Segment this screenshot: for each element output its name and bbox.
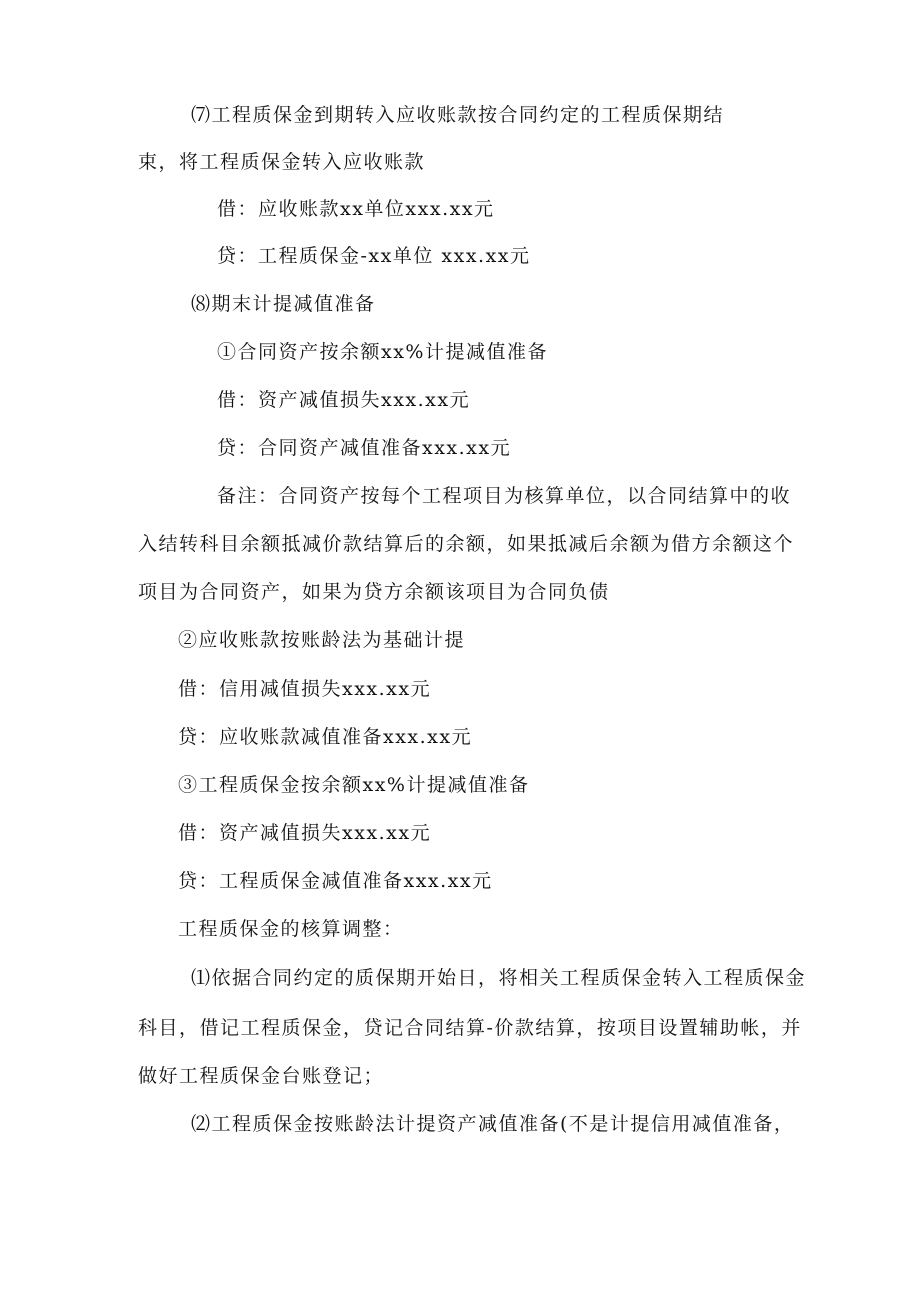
journal-credit-retention-provision: 贷：工程质保金减值准备xxx.xx元 [178, 870, 493, 892]
section-heading-retention-adjustment: 工程质保金的核算调整： [178, 918, 404, 940]
adjustment-item-1-line-2: 科目，借记工程质保金，贷记合同结算-价款结算，按项目设置辅助帐，并 [138, 1017, 802, 1039]
journal-debit-asset-impairment-2: 借：资产减值损失xxx.xx元 [178, 822, 432, 844]
journal-debit-receivable: 借：应收账款xx单位xxx.xx元 [217, 198, 495, 220]
note-line-2: 入结转科目余额抵减价款结算后的余额，如果抵减后余额为借方余额这个 [138, 533, 795, 555]
journal-debit-asset-impairment: 借：资产减值损失xxx.xx元 [217, 389, 471, 411]
journal-credit-receivable-provision: 贷：应收账款减值准备xxx.xx元 [178, 726, 473, 748]
adjustment-item-2-line-1: ⑵工程质保金按账龄法计提资产减值准备(不是计提信用减值准备， [191, 1113, 795, 1135]
paragraph-item-7-line-2: 束，将工程质保金转入应收账款 [138, 151, 426, 173]
journal-credit-contract-asset-provision: 贷：合同资产减值准备xxx.xx元 [217, 437, 512, 459]
subsection-receivables-aging: ②应收账款按账龄法为基础计提 [178, 629, 466, 651]
paragraph-item-7-line-1: ⑺工程质保金到期转入应收账款按合同约定的工程质保期结 [191, 104, 725, 126]
section-heading-item-8: ⑻期末计提减值准备 [191, 293, 376, 315]
subsection-retention-provision: ③工程质保金按余额xx%计提减值准备 [178, 774, 530, 796]
adjustment-item-1-line-1: ⑴依据合同约定的质保期开始日，将相关工程质保金转入工程质保金 [191, 967, 807, 989]
adjustment-item-1-line-3: 做好工程质保金台账登记； [138, 1065, 385, 1087]
journal-debit-credit-impairment: 借：信用减值损失xxx.xx元 [178, 678, 432, 700]
journal-credit-retention: 贷：工程质保金-xx单位 xxx.xx元 [217, 245, 531, 267]
note-line-1: 备注：合同资产按每个工程项目为核算单位，以合同结算中的收 [217, 485, 792, 507]
subsection-contract-assets: ①合同资产按余额xx%计提减值准备 [217, 341, 548, 363]
note-line-3: 项目为合同资产，如果为贷方余额该项目为合同负债 [138, 581, 610, 603]
